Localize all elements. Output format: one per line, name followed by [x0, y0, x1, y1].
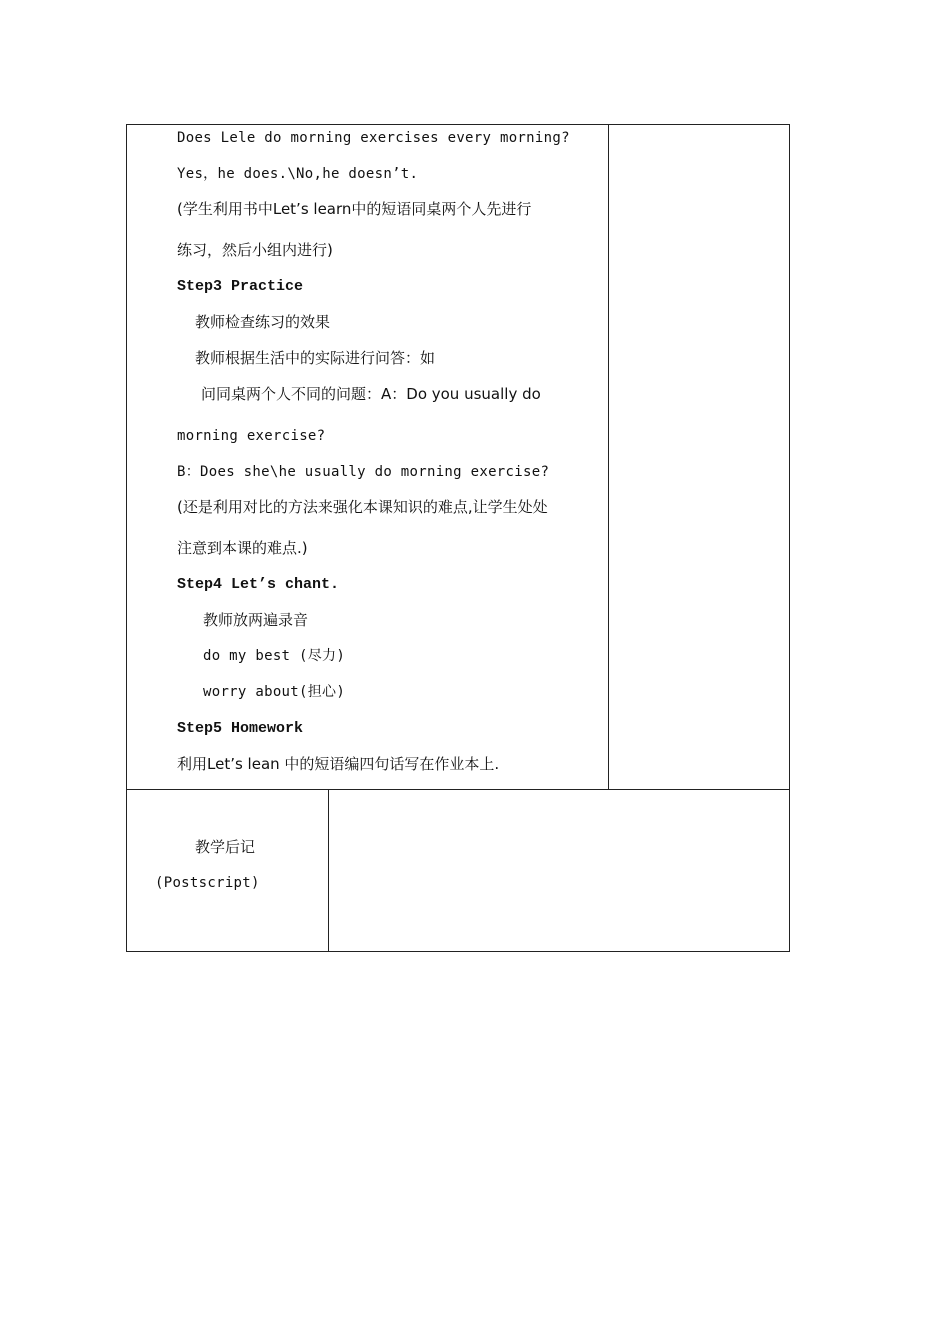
step5-heading: Step5 Homework [177, 720, 304, 737]
postscript-label-english: (Postscript) [155, 875, 260, 891]
step4-heading: Step4 Let’s chant. [177, 576, 340, 593]
practice-answer: Yes，he does.\No,he doesn’t. [177, 166, 419, 182]
lesson-content-cell [126, 124, 609, 790]
notes-cell [608, 124, 790, 790]
step3-line-2: 教师根据生活中的实际进行问答：如 [195, 349, 436, 367]
practice-question: Does Lele do morning exercises every morning? [177, 130, 570, 146]
step4-line-1: 教师放两遍录音 [203, 611, 309, 629]
teaching-note-1-line-1: (学生利用书中Let’s learn中的短语同桌两个人先进行 [177, 200, 532, 218]
postscript-label-cell [126, 789, 329, 952]
teaching-note-1-line-2: 练习，然后小组内进行) [177, 241, 333, 259]
step3-heading: Step3 Practice [177, 278, 304, 295]
step4-phrase-1: do my best (尽力) [203, 648, 346, 664]
step3-line-3: 问同桌两个人不同的问题：A：Do you usually do [201, 385, 541, 403]
step3-line-3-continued: morning exercise? [177, 428, 326, 444]
teaching-note-2-line-2: 注意到本课的难点.) [177, 539, 308, 557]
step5-homework: 利用Let’s lean 中的短语编四句话写在作业本上. [177, 755, 500, 773]
step3-line-1: 教师检查练习的效果 [195, 313, 331, 331]
postscript-content-cell [328, 789, 790, 952]
postscript-label-chinese: 教学后记 [195, 838, 256, 856]
step4-phrase-2: worry about(担心) [203, 684, 346, 700]
step3-line-4: B：Does she\he usually do morning exercise? [177, 464, 550, 480]
teaching-note-2-line-1: (还是利用对比的方法来强化本课知识的难点,让学生处处 [177, 498, 548, 516]
